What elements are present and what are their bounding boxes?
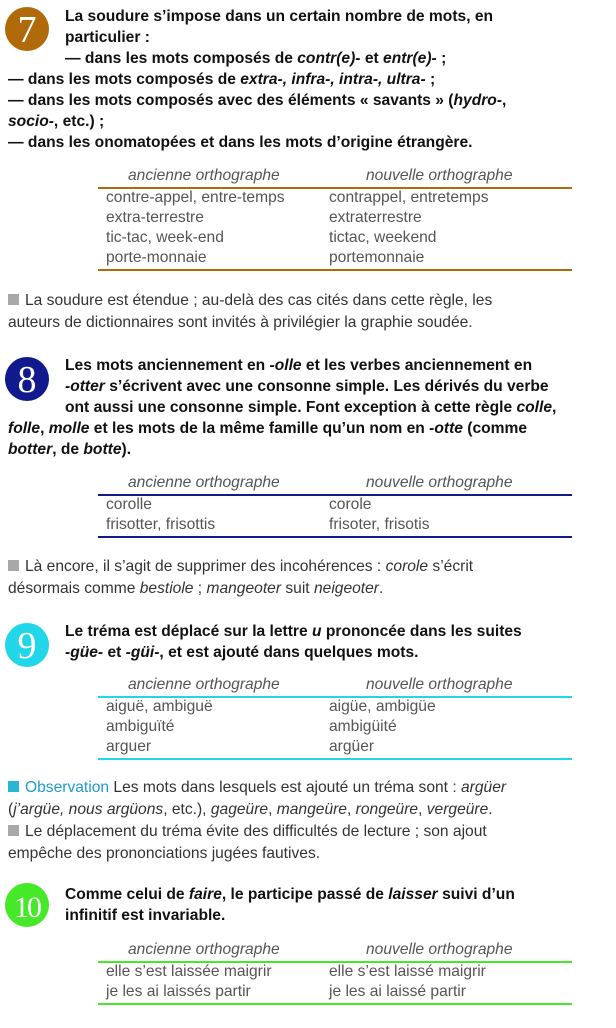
table-row: extra-terrestre extraterrestre	[106, 209, 422, 226]
observation-label: Observation	[25, 779, 110, 796]
column-header-new: nouvelle orthographe	[366, 167, 513, 184]
table-header	[98, 474, 572, 496]
gray-square-icon	[8, 825, 19, 836]
rule-7-bullet-3: — dans les mots composés avec des éléments « savants » (hydro-,	[8, 92, 507, 109]
rule-8-line-1: Les mots anciennement en -olle et les verbes anciennement en	[65, 357, 533, 374]
table-header	[98, 167, 572, 189]
rule-7-line-2: particulier :	[65, 29, 150, 46]
table-header	[98, 676, 572, 698]
table-row: aiguë, ambiguë aigüe, ambigüe	[106, 698, 436, 715]
svg-text:8: 8	[17, 359, 37, 401]
column-header-old: ancienne orthographe	[128, 676, 280, 693]
column-header-new: nouvelle orthographe	[366, 676, 513, 693]
rule-9-line-2: -güe- et -güi-, et est ajouté dans quelques mots.	[65, 644, 419, 661]
rule-8-note: Là encore, il s’agit de supprimer des incohérences : corole s’écrit désormais comme bestiole ; mangeoter suit neigeoter.	[8, 558, 474, 597]
table-row: tic-tac, week-end tictac, weekend	[106, 229, 437, 246]
rule-7-bullet-2: — dans les mots composés de extra-, infra-, intra-, ultra- ;	[8, 71, 436, 88]
rule-9-line-1: Le tréma est déplacé sur la lettre u prononcée dans les suites	[65, 623, 522, 640]
svg-text:10: 10	[14, 891, 40, 924]
table-row: je les ai laissés partir je les ai laissé partir	[98, 983, 572, 1005]
table-row: frisotter, frisottis frisoter, frisotis	[98, 516, 572, 538]
column-header-old: ancienne orthographe	[128, 941, 280, 958]
svg-text:7: 7	[17, 9, 37, 51]
rule-10-table	[98, 941, 572, 1005]
rule-7-number-badge	[4, 6, 50, 52]
column-header-old: ancienne orthographe	[128, 167, 280, 184]
rule-8-line-2: -otter s’écrivent avec une consonne simple. Les dérivés du verbe	[65, 378, 549, 395]
table-row: porte-monnaie portemonnaie	[98, 249, 572, 271]
rule-9-number-badge	[4, 622, 50, 668]
table-row: arguer argüer	[98, 738, 572, 760]
table-row: contre-appel, entre-temps contrappel, entretemps	[106, 189, 489, 206]
rule-7-table	[98, 167, 572, 271]
rule-8-line-5: botter, de botte).	[8, 441, 132, 458]
rule-7-line-1: La soudure s’impose dans un certain nombre de mots, en	[65, 8, 494, 25]
rule-8-line-4: folle, molle et les mots de la même famille qu’un nom en -otte (comme	[8, 420, 528, 437]
table-header	[98, 941, 572, 963]
rule-7-note: La soudure est étendue ; au-delà des cas cités dans cette règle, les auteurs de dictionnaires sont invités à privilégier la graphie soudée.	[8, 292, 493, 331]
rule-8-number-badge	[4, 356, 50, 402]
rule-10-line-1: Comme celui de faire, le participe passé de laisser suivi d’un	[65, 886, 515, 903]
rule-7-bullet-1: — dans les mots composés de contr(e)- et entr(e)- ;	[65, 50, 447, 67]
gray-square-icon	[8, 560, 19, 571]
cyan-square-icon	[8, 781, 19, 792]
column-header-new: nouvelle orthographe	[366, 474, 513, 491]
rule-7-bullet-3-cont: socio-, etc.) ;	[8, 113, 105, 130]
rule-7-bullet-4: — dans les onomatopées et dans les mots d’origine étrangère.	[8, 134, 473, 151]
svg-text:9: 9	[17, 625, 37, 667]
column-header-new: nouvelle orthographe	[366, 941, 513, 958]
rule-8-table	[98, 474, 572, 538]
gray-square-icon	[8, 294, 19, 305]
table-row: elle s’est laissée maigrir elle s’est laissé maigrir	[106, 963, 486, 980]
table-row: ambiguïté ambigüité	[106, 718, 397, 735]
rule-10-line-2: infinitif est invariable.	[65, 907, 226, 924]
column-header-old: ancienne orthographe	[128, 474, 280, 491]
rule-10-number-badge	[4, 882, 50, 928]
table-row: corolle corole	[106, 496, 372, 513]
rule-9-table	[98, 676, 572, 760]
rule-9-observation: Observation Les mots dans lesquels est ajouté un tréma sont : argüer (j’argüe, nous argüons, etc.), gageüre, mangeüre, rongeüre, vergeüre. Le déplacement du tréma évite des difficultés de lecture ; son ajout empêche des prononciations jugées fautives.	[8, 779, 507, 862]
rule-8-line-3: ont aussi une consonne simple. Font exception à cette règle colle,	[65, 399, 557, 416]
